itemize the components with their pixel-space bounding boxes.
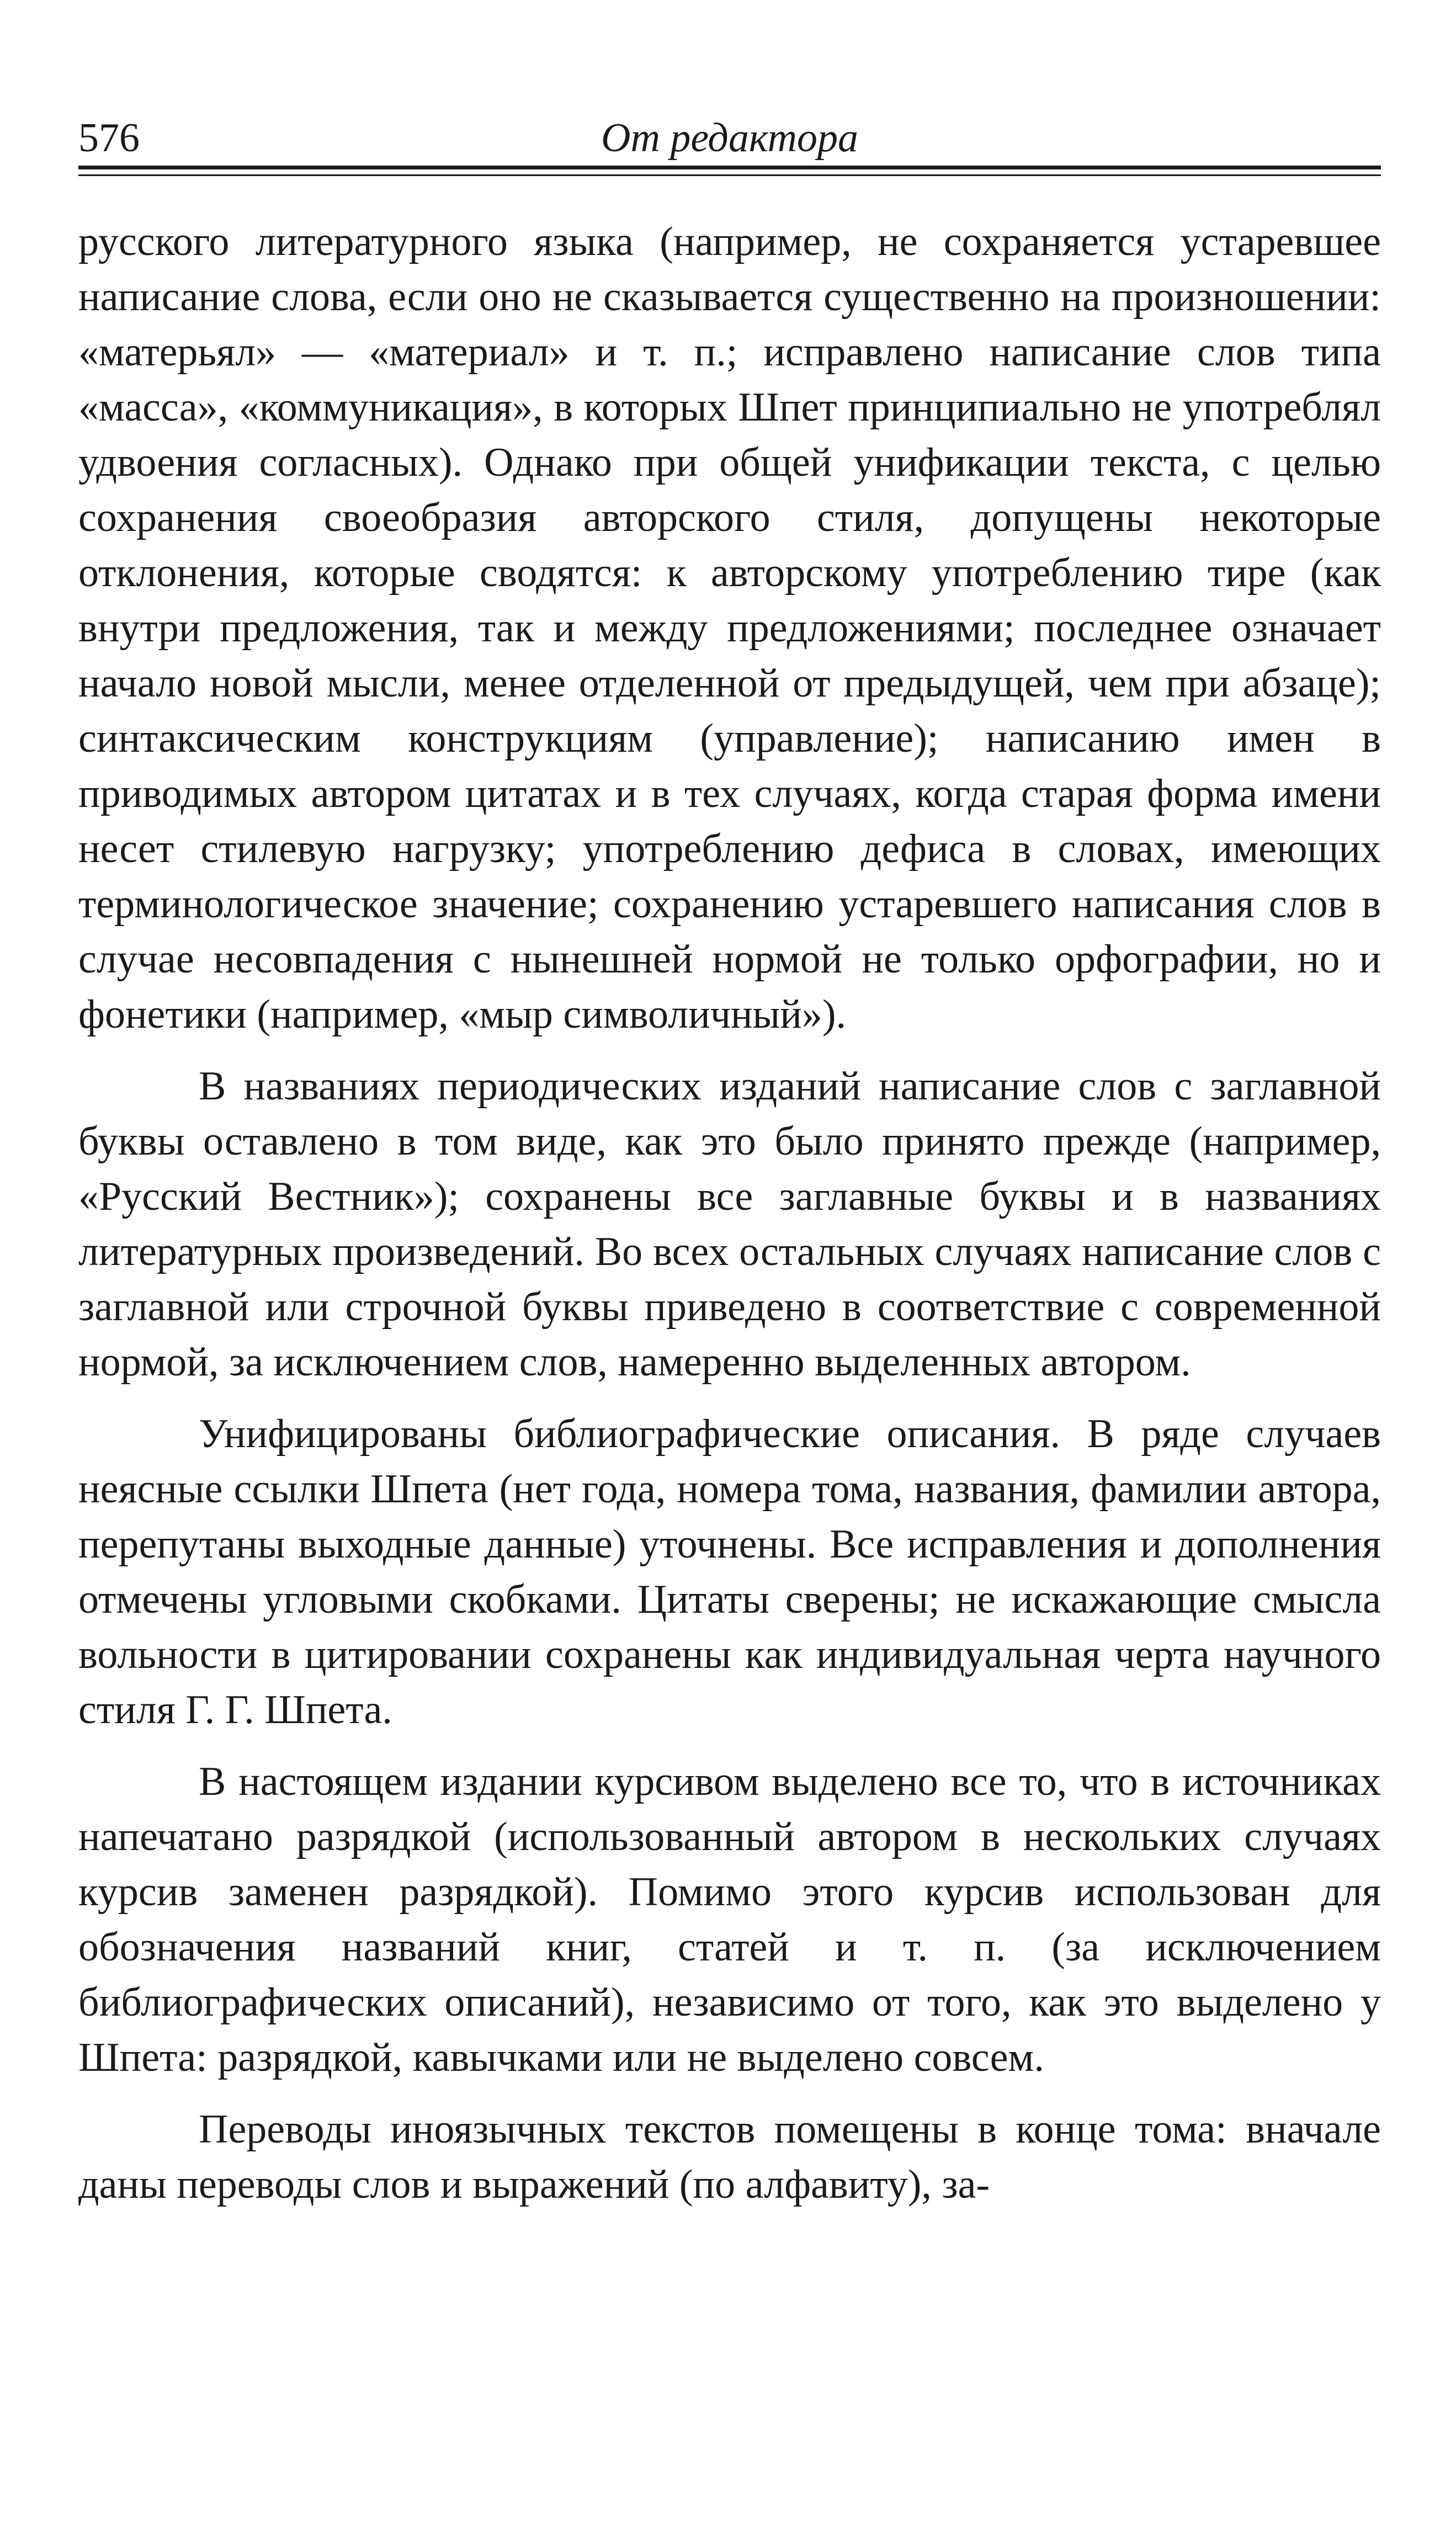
paragraph: В настоящем издании курсивом выделено все то, что в источниках напечатано разрядкой (использованный автором в нескольких случаях курсив заменен разрядкой). Помимо этого курсив использован для обозначения названий книг, статей и т. п. (за исключением библиографических описаний), независимо от того, как это выделено у Шпета: разрядкой, кавычками или не выделено совсем. [78,1759,1381,2080]
header-rule-thin [78,174,1381,176]
paragraph: Унифицированы библиографические описания. В ряде случаев неясные ссылки Шпета (нет года, номера тома, названия, фамилии автора, перепутаны выходные данные) уточнены. Все исправления и дополнения отмечены угловыми скобками. Цитаты сверены; не искажающие смысла вольности в цитировании сохранены как индивидуальная черта научного стиля Г. Г. Шпета. [78,1411,1381,1732]
paragraph: русского литературного языка (например, не сохраняется устаревшее написание слова, если оно не сказывается существенно на произношении: «матерьял» — «материал» и т. п.; исправлено написание слов типа «масса», «коммуникация», в которых Шпет принципиально не употреблял удвоения согласных). Однако при общей унификации текста, с целью сохранения своеобразия авторского стиля, допущены некоторые отклонения, которые сводятся: к авторскому употреблению тире (как внутри предложения, так и между предложениями; последнее означает начало новой мысли, менее отделенной от предыдущей, чем при абзаце); синтаксическим конструкциям (управление); написанию имен в приводимых автором цитатах и в тех случаях, когда старая форма имени несет стилевую нагрузку; употреблению дефиса в словах, имеющих терминологическое значение; сохранению устаревшего написания слов в случае несовпадения с нынешней нормой не только орфографии, но и фонетики (например, «мыр символичный»). [78,219,1381,1037]
running-title: От редактора [601,115,858,161]
body-text [78,214,1381,2212]
page-header [78,108,1381,168]
header-rule-thick [78,166,1381,169]
page-number: 576 [78,115,140,161]
paragraph: Переводы иноязычных текстов помещены в конце тома: вначале даны переводы слов и выражений (по алфавиту), за- [78,2107,1381,2207]
paragraph: В названиях периодических изданий написание слов с заглавной буквы оставлено в том виде, как это было принято прежде (например, «Русский Вестник»); сохранены все заглавные буквы и в названиях литературных произведений. Во всех остальных случаях написание слов с заглавной или строчной буквы приведено в соответствие с современной нормой, за исключением слов, намеренно выделенных автором. [78,1064,1381,1385]
